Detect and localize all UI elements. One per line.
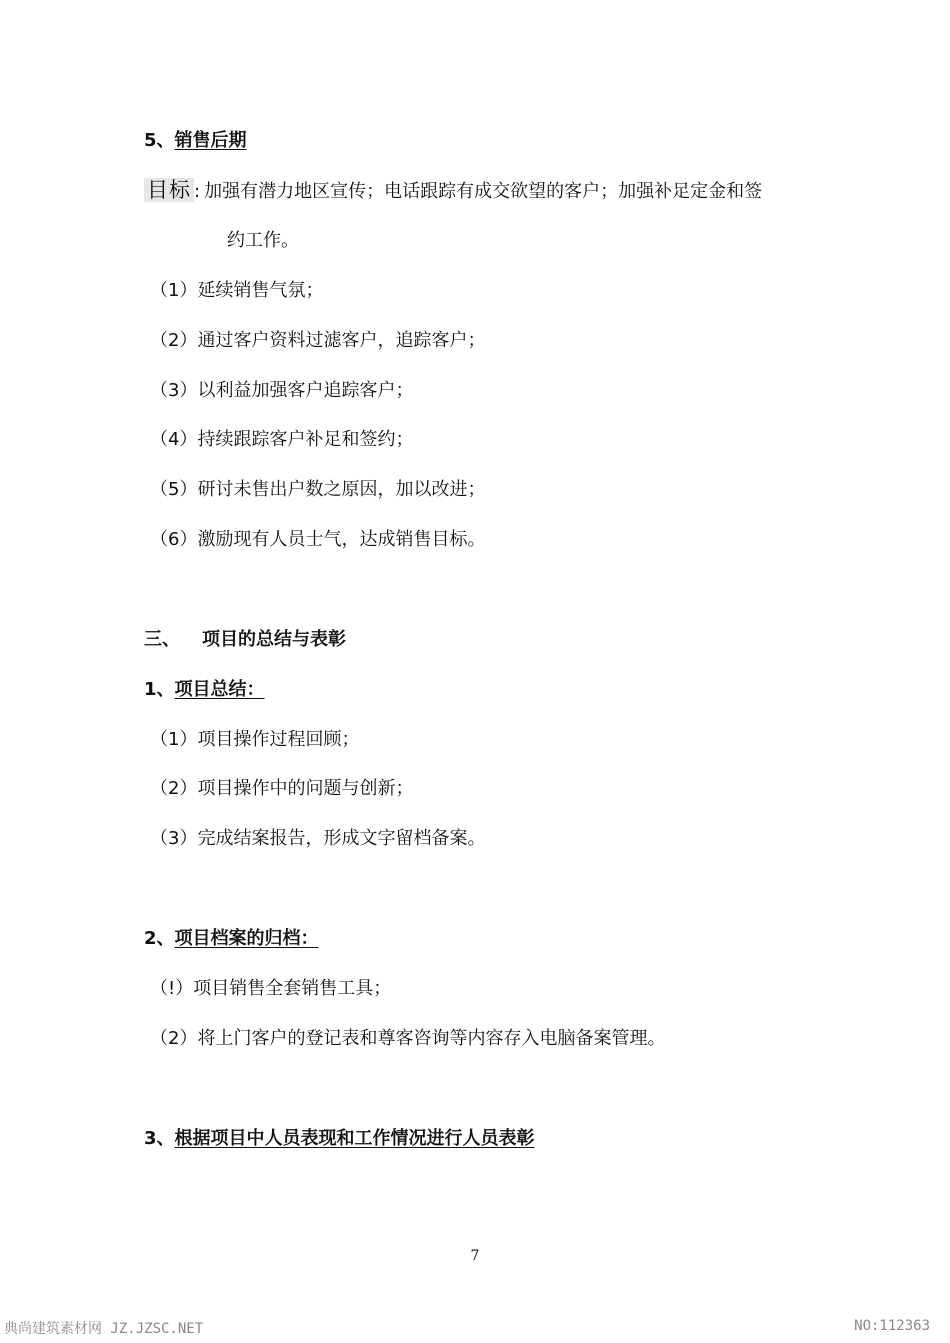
section-title: 销售后期 [174,130,247,151]
list-item [150,1027,665,1051]
goal-text: 加强有潜力地区宣传；电话跟踪有成交欲望的客户；加强补足定金和签 [204,181,763,202]
list-item [150,528,485,552]
item-number: （6） [150,529,198,550]
item-number: （2） [150,778,198,799]
subsection-title: 项目档案的归档： [174,928,319,949]
subsection-title: 根据项目中人员表现和工作情况进行人员表彰 [174,1128,535,1149]
goal-text-continued: 约工作。 [227,230,299,251]
list-item [150,428,413,452]
item-number: （2） [150,330,198,351]
item-text: 项目操作中的问题与创新； [197,778,414,799]
list-item [150,777,413,801]
item-text: 将上门客户的登记表和尊客咨询等内容存入电脑备案管理。 [197,1028,666,1049]
list-item [150,827,485,851]
item-text: 项目操作过程回顾； [197,729,360,750]
goal-colon: : [194,181,201,202]
watermark-right: NO:112363 [854,1318,930,1334]
subsection-3-heading [144,1127,535,1151]
item-text: 持续跟踪客户补足和签约； [197,429,414,450]
list-item [150,478,485,502]
section-number: 5、 [144,130,175,151]
item-text: 以利益加强客户追踪客户； [197,380,414,401]
item-number: （!） [150,978,194,999]
item-text: 项目销售全套销售工具； [193,978,392,999]
page-number: 7 [470,1248,480,1264]
list-item [150,379,413,403]
subsection-number: 3、 [144,1128,175,1149]
item-number: （1） [150,280,198,301]
subsection-title: 项目总结： [174,679,265,700]
item-number: （3） [150,380,198,401]
item-number: （5） [150,479,198,500]
item-text: 完成结案报告，形成文字留档备案。 [197,828,486,849]
item-number: （3） [150,828,198,849]
section-5-heading [144,129,247,153]
subsection-number: 2、 [144,928,175,949]
subsection-number: 1、 [144,679,175,700]
list-item [150,977,391,1001]
item-number: （1） [150,729,198,750]
part-3-heading [144,628,346,652]
list-item [150,728,359,752]
list-item [150,279,323,303]
subsection-1-heading [144,678,265,702]
list-item [150,329,485,353]
item-text: 激励现有人员士气，达成销售目标。 [197,529,486,550]
item-text: 通过客户资料过滤客户，追踪客户； [197,330,486,351]
item-number: （2） [150,1028,198,1049]
watermark-left: 典尚建筑素材网 JZ.JZSC.NET [4,1321,204,1337]
goal-line [144,178,762,204]
goal-label: 目标 [144,178,194,202]
subsection-2-heading [144,927,319,951]
part-title: 项目的总结与表彰 [202,629,346,650]
item-text: 延续销售气氛； [197,280,324,301]
item-number: （4） [150,429,198,450]
item-text: 研讨未售出户数之原因，加以改进； [197,479,486,500]
part-number: 三、 [144,629,180,650]
